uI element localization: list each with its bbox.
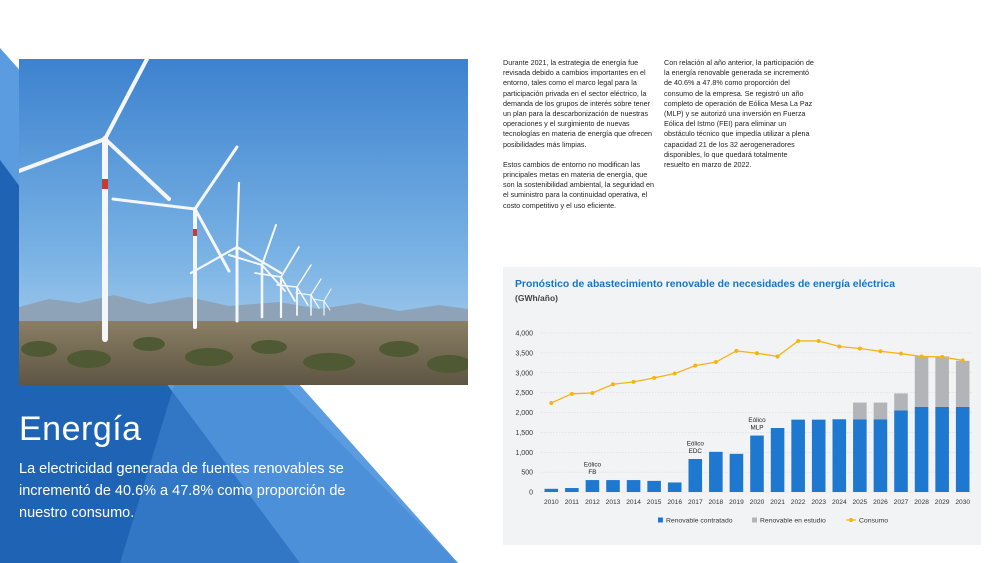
consumo-point (673, 372, 677, 376)
legend-label: Consumo (859, 517, 889, 525)
consumo-point (776, 354, 780, 358)
y-tick-label: 3,000 (515, 370, 533, 378)
bar-contratado (647, 481, 661, 492)
bar-annotation: EDC (688, 448, 702, 456)
bar-annotation: Eólico (583, 461, 602, 469)
consumo-point (796, 339, 800, 343)
bar-contratado (894, 411, 908, 492)
x-tick-label: 2022 (790, 499, 806, 506)
x-tick-label: 2014 (626, 499, 641, 506)
x-tick-label: 2028 (914, 499, 929, 506)
x-tick-label: 2017 (687, 499, 703, 506)
y-tick-label: 3,500 (515, 350, 533, 358)
bar-contratado (709, 452, 723, 492)
renewable-forecast-chart (503, 267, 981, 545)
consumo-point (590, 391, 594, 395)
bar-contratado (544, 489, 558, 492)
bar-annotation: MLP (750, 424, 764, 432)
consumo-point (632, 380, 636, 384)
y-tick-label: 1,500 (515, 429, 533, 437)
x-tick-label: 2010 (543, 499, 559, 506)
legend-label: Renovable en estudio (760, 517, 826, 525)
consumo-point (549, 401, 553, 405)
x-tick-label: 2027 (893, 499, 909, 506)
bar-contratado (627, 480, 641, 492)
bar-contratado (935, 407, 949, 492)
bar-contratado (688, 459, 702, 492)
bar-contratado (586, 480, 600, 492)
x-tick-label: 2018 (708, 499, 724, 506)
x-tick-label: 2021 (770, 499, 785, 506)
consumo-point (714, 360, 718, 364)
bar-contratado (956, 407, 970, 492)
bar-estudio (874, 403, 888, 420)
bar-contratado (771, 428, 785, 492)
consumo-point (837, 345, 841, 349)
consumo-point (817, 339, 821, 343)
y-tick-label: 1,000 (515, 449, 533, 457)
bar-annotation: FB (588, 469, 597, 477)
consumo-point (920, 354, 924, 358)
section-summary: La electricidad generada de fuentes renovables se incrementó de 40.6% a 47.8% como proporción de nuestro consumo. (19, 461, 346, 521)
x-tick-label: 2012 (585, 499, 600, 506)
legend-label: Renovable contratado (666, 517, 733, 525)
chart-title: Pronóstico de abastecimiento renovable de necesidades de energía eléctrica (515, 279, 895, 290)
bar-estudio (894, 393, 908, 410)
bar-estudio (853, 403, 867, 420)
consumo-point (899, 352, 903, 356)
consumo-point (858, 347, 862, 351)
wind-farm-photo (19, 59, 468, 385)
x-tick-label: 2020 (749, 499, 765, 506)
legend-swatch-point (849, 518, 853, 522)
consumo-point (734, 349, 738, 353)
y-tick-label: 0 (529, 489, 533, 497)
bar-contratado (606, 480, 620, 492)
body-text-column-1 (503, 58, 655, 221)
bar-contratado (565, 488, 579, 492)
bar-estudio (956, 361, 970, 407)
bar-contratado (874, 419, 888, 492)
bar-contratado (853, 419, 867, 492)
x-tick-label: 2019 (729, 499, 744, 506)
bar-annotation: Eólico (748, 417, 766, 425)
chart-panel (503, 267, 981, 545)
x-tick-label: 2026 (873, 499, 888, 506)
section-title: Energía (19, 410, 142, 448)
consumo-point (878, 349, 882, 353)
x-tick-label: 2025 (852, 499, 868, 506)
y-tick-label: 2,000 (515, 410, 533, 417)
y-tick-label: 4,000 (515, 330, 533, 338)
bar-estudio (915, 356, 929, 406)
bar-contratado (750, 436, 764, 492)
paragraph: Con relación al año anterior, la participación de la energía renovable generada se incrementó de 40.6% a 47.8% como proporción del consumo de la empresa. Se registró un año completo de operación de Eólica Mesa La Paz (MLP) y se autorizó una inversión en Fuerza Eólica del Istmo (FEI) para eliminar un obstáculo técnico que impedía utilizar a plena capacidad 21 de los 32 aerogeneradores disponibles, lo que quedará totalmente resuelto en marzo de 2022. (664, 58, 814, 170)
x-tick-label: 2029 (934, 499, 950, 506)
bar-contratado (812, 420, 826, 492)
bar-annotation: Eólico (686, 440, 704, 448)
legend-swatch (752, 518, 757, 523)
consumo-point (611, 382, 615, 386)
bar-contratado (791, 420, 805, 492)
x-tick-label: 2024 (831, 499, 847, 506)
x-tick-label: 2011 (564, 499, 579, 506)
consumo-point (940, 355, 944, 359)
consumo-point (570, 392, 574, 396)
y-tick-label: 500 (521, 469, 533, 477)
bar-estudio (935, 356, 949, 406)
body-text-column-2 (664, 58, 814, 180)
legend-swatch (658, 518, 663, 523)
bar-contratado (832, 419, 846, 492)
bar-contratado (730, 454, 744, 492)
x-tick-label: 2013 (605, 499, 621, 506)
paragraph: Estos cambios de entorno no modifican las principales metas en materia de energía, que son la sostenibilidad ambiental, la seguridad en el suministro para la continuidad operativa, el costo competitivo y el uso eficiente. (503, 159, 655, 210)
y-tick-label: 2,500 (515, 390, 533, 398)
bar-contratado (668, 482, 682, 492)
consumo-point (652, 376, 656, 380)
x-tick-label: 2015 (646, 499, 662, 506)
x-tick-label: 2030 (955, 499, 971, 506)
consumo-point (755, 351, 759, 355)
consumo-point (961, 358, 965, 362)
paragraph: Durante 2021, la estrategia de energía fue revisada debido a cambios importantes en el entorno, tales como el marco legal para la participación privada en el sector eléctrico, la demanda de los grupos de interés sobre tener un plan para la descarbonización de nuestras operaciones y el surgimiento de nuevas tecnologías en materia de energía que ofrecen posibilidades más limpias. (503, 58, 653, 149)
x-tick-label: 2023 (811, 499, 827, 506)
x-tick-label: 2016 (667, 499, 683, 506)
bar-contratado (915, 407, 929, 492)
consumo-point (693, 364, 697, 368)
chart-unit-label: (GWh/año) (515, 293, 558, 303)
